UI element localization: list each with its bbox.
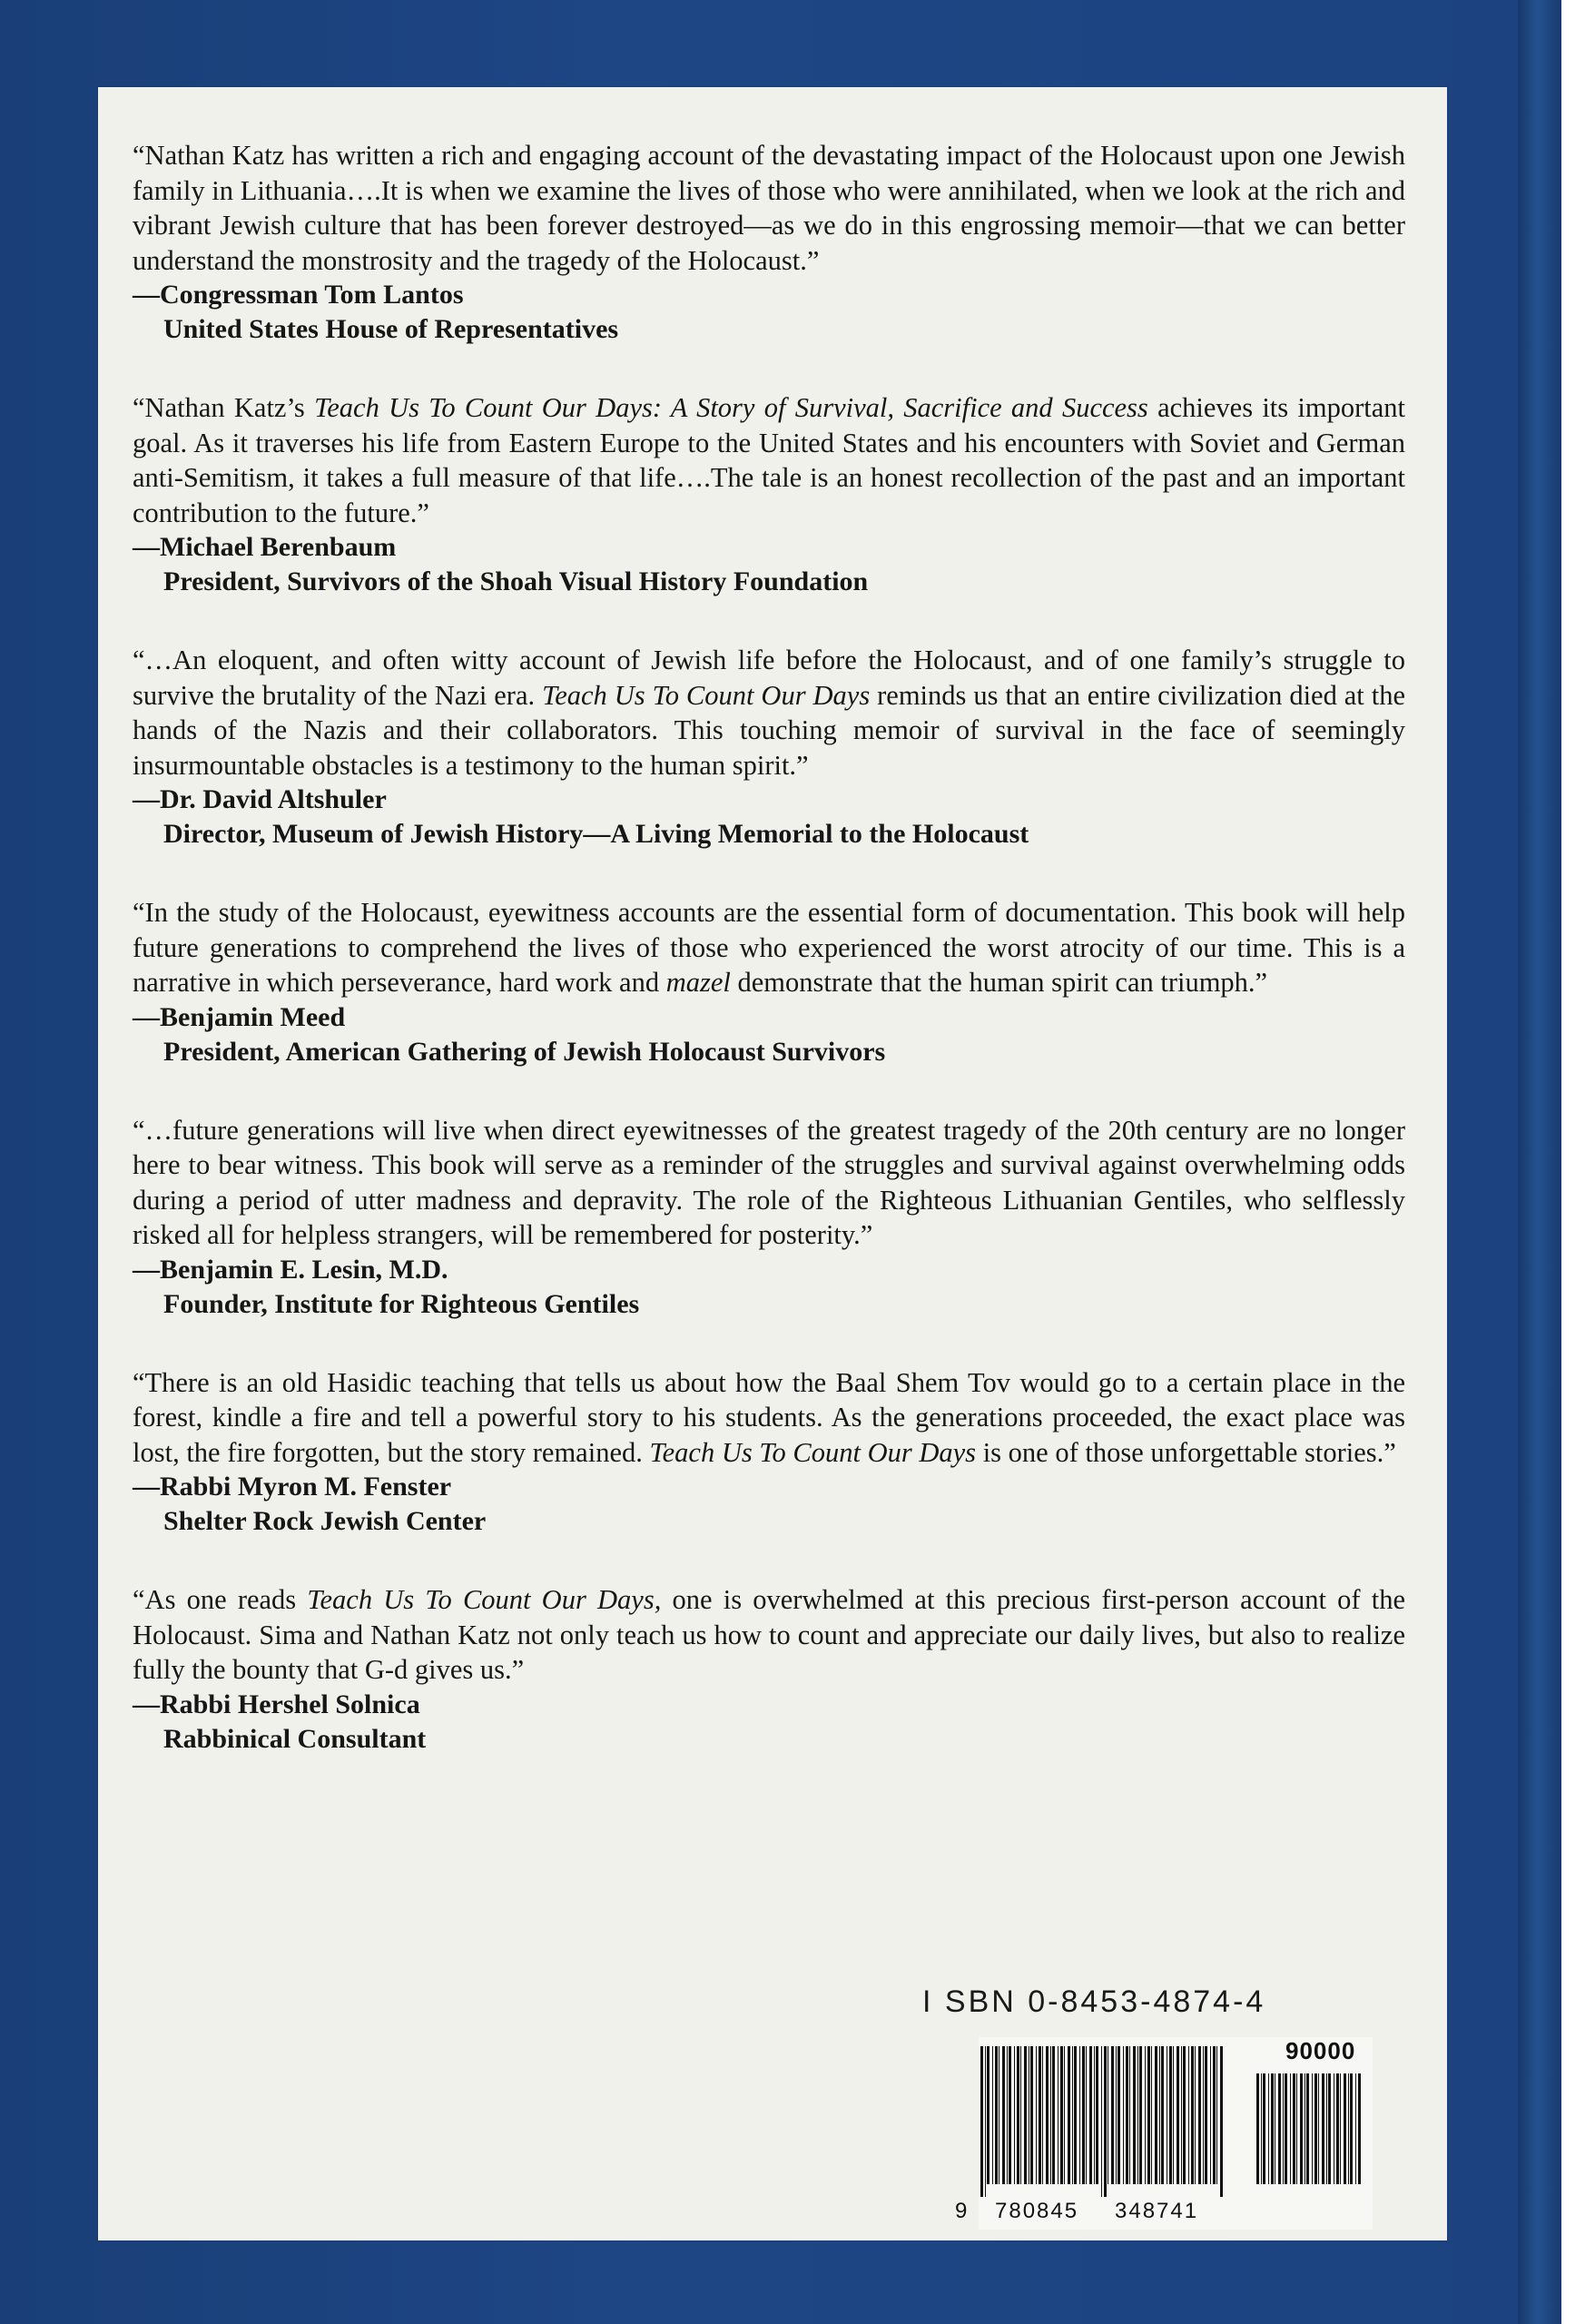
barcode-bar [995, 2046, 998, 2184]
blurb-quote: “As one reads Teach Us To Count Our Days, one is overwhelmed at this precious first-person account of the Holocaust. Sima and Nathan Katz not only teach us how to count and appreciate our daily lives, but also to realize fully the bounty that G-d gives us.” [133, 1584, 1405, 1685]
blurb-author: —Dr. David Altshuler [133, 784, 387, 814]
book-title-italic: Teach Us To Count Our Days [649, 1436, 977, 1468]
barcode-bar [1336, 2073, 1339, 2184]
barcode-bar [1326, 2073, 1327, 2184]
barcode-bar [1096, 2046, 1098, 2184]
barcode-bar [1220, 2046, 1223, 2197]
barcode-bar [1139, 2046, 1142, 2184]
barcode-bar [1203, 2046, 1204, 2184]
blurb-author: —Congressman Tom Lantos [133, 280, 464, 310]
barcode-bar [1129, 2046, 1130, 2184]
barcode-bar [1151, 2046, 1152, 2184]
barcode-bar [1123, 2046, 1124, 2184]
barcode-bar [987, 2046, 989, 2184]
barcode-bar [1348, 2073, 1349, 2184]
blurb-fenster [133, 1365, 1405, 1540]
blurb-quote: “…future generations will live when direct eyewitnesses of the greatest tragedy of the 20th century are no longer here to bear witness. This book will serve as a reminder of the struggles and survival against overwhelming odds during a period of utter madness and depravity. The role of the Righteous Lithuanian Gentiles, who selflessly risked all for helpless strangers, will be remembered for posterity.” [133, 1114, 1405, 1250]
barcode-bar [1296, 2073, 1297, 2184]
barcode-bar [1216, 2046, 1217, 2184]
barcode-bar [1086, 2046, 1087, 2184]
blurb-author: —Benjamin E. Lesin, M.D. [133, 1254, 448, 1285]
barcode-bar [1042, 2046, 1043, 2184]
barcode-bar [1181, 2046, 1182, 2184]
barcode-bar [1104, 2046, 1107, 2197]
blurb-author: —Benjamin Meed [133, 1001, 346, 1032]
barcode-bar [1210, 2046, 1211, 2184]
barcode-bar [1256, 2073, 1259, 2184]
barcode-bar [1074, 2046, 1077, 2184]
blurb-author: —Michael Berenbaum [133, 532, 397, 562]
barcode-bar [1318, 2073, 1319, 2184]
barcode-bar [1355, 2073, 1356, 2184]
barcode-bar [1271, 2073, 1274, 2184]
barcode-bar [1300, 2073, 1303, 2184]
barcode-bar [1195, 2046, 1196, 2184]
blurb-solnica [133, 1582, 1405, 1757]
barcode-bar [1052, 2046, 1055, 2184]
barcode-bar [1344, 2073, 1346, 2184]
blurb-author-title: Shelter Rock Jewish Center [163, 1506, 487, 1536]
barcode-bar [1101, 2046, 1102, 2197]
barcode-bar [1072, 2046, 1073, 2184]
barcode-bar [1082, 2046, 1085, 2184]
barcode-bar [1064, 2046, 1065, 2184]
book-title-italic: Teach Us To Count Our Days, [307, 1584, 662, 1615]
isbn-label: I SBN 0-8453-4874-4 [922, 1984, 1266, 2019]
blurb-quote: “Nathan Katz’s Teach Us To Count Our Days: A Story of Survival, Sacrifice and Success achieves its important goal. As it traverses his life from Eastern Europe to the United States and his encounters with Soviet and German anti-Semitism, it takes a full measure of that life….The tale is an honest recollection of the past and an important contribution to the future.” [133, 392, 1405, 528]
barcode-bar [1198, 2046, 1201, 2184]
barcode-bar [992, 2046, 993, 2184]
blurb-lesin [133, 1113, 1405, 1322]
blurb-author-title: President, Survivors of the Shoah Visual History Foundation [163, 566, 869, 596]
barcode-bar [1030, 2046, 1033, 2184]
barcode-bar [1213, 2046, 1216, 2184]
barcode-bar [1306, 2073, 1309, 2184]
barcode-bar [1017, 2046, 1019, 2184]
barcode-bar [1133, 2046, 1136, 2184]
barcode-bar [1340, 2073, 1341, 2184]
barcode-bar [1161, 2046, 1164, 2184]
blurb-quote: “There is an old Hasidic teaching that tells us about how the Baal Shem Tov would go to a certain place in the forest, kindle a fire and tell a powerful story to his students. As the generations proceeded, the exact place was lost, the fire forgotten, but the story remained. Teach Us To Count Our Days is one of those unforgettable stories.” [133, 1366, 1405, 1468]
blurb-meed [133, 895, 1405, 1069]
blurbs-column [133, 138, 1405, 1800]
back-cover-panel [98, 87, 1447, 2240]
blurb-lantos [133, 138, 1405, 347]
barcode-bar [1177, 2046, 1179, 2184]
barcode-bar [1117, 2046, 1120, 2184]
blurb-berenbaum [133, 390, 1405, 599]
barcode-bar [1283, 2073, 1284, 2184]
barcode-left-digits: 780845 [995, 2199, 1079, 2223]
barcode-bar [1261, 2073, 1262, 2184]
blurb-author-title: Rabbinical Consultant [163, 1723, 427, 1754]
barcode-bar [1111, 2046, 1114, 2184]
blurb-author-title: Director, Museum of Jewish History—A Living Memorial to the Holocaust [163, 819, 1029, 849]
barcode-bar [1137, 2046, 1138, 2184]
blurb-author-title: Founder, Institute for Righteous Gentiles [163, 1288, 640, 1319]
barcode-bar [1007, 2046, 1008, 2184]
barcode [955, 2037, 1373, 2230]
barcode-bar [1290, 2073, 1291, 2184]
barcode-bar [1068, 2046, 1070, 2184]
barcode-bar [1173, 2046, 1174, 2184]
barcode-bar [1205, 2046, 1207, 2184]
barcode-bar [1322, 2073, 1324, 2184]
barcode-bar [1079, 2046, 1080, 2184]
blurb-quote: “…An eloquent, and often witty account of Jewish life before the Holocaust, and of one family’s struggle to survive the brutality of the Nazi era. Teach Us To Count Our Days reminds us that an entire civilization died at the hands of the Nazis and their collaborators. This touching memoir of survival in the face of seemingly insurmountable obstacles is a testimony to the human spirit.” [133, 645, 1405, 781]
barcode-bar [1328, 2073, 1331, 2184]
barcode-bar [1094, 2046, 1095, 2184]
barcode-bar [1024, 2046, 1027, 2184]
barcode-bar [1050, 2046, 1051, 2184]
barcode-bar [1126, 2046, 1128, 2184]
barcode-bar [1314, 2073, 1317, 2184]
book-title-italic: Teach Us To Count Our Days: A Story of Survival, Sacrifice and Success [314, 392, 1148, 423]
barcode-bar [1159, 2046, 1160, 2184]
barcode-bar [1116, 2046, 1117, 2184]
barcode-bar [1191, 2046, 1194, 2184]
blurb-quote: “In the study of the Holocaust, eyewitness accounts are the essential form of documentation. This book will help future generations to comprehend the lives of those who experienced the worst atrocity of our time. This is a narrative in which perseverance, hard work and mazel demonstrate that the human spirit can triumph.” [133, 897, 1405, 998]
blurb-author: —Rabbi Myron M. Fenster [133, 1472, 452, 1502]
book-title-italic: Teach Us To Count Our Days [542, 679, 871, 711]
barcode-bar [1002, 2046, 1005, 2184]
italic-word: mazel [665, 967, 731, 998]
barcode-bar [1312, 2073, 1313, 2184]
barcode-bar [1036, 2046, 1037, 2184]
barcode-bar [1145, 2046, 1146, 2184]
barcode-bar [1039, 2046, 1041, 2184]
barcode-bar [1169, 2046, 1172, 2184]
barcode-bar [1009, 2046, 1011, 2184]
barcode-bar [1155, 2046, 1157, 2184]
barcode-bar [1020, 2046, 1021, 2184]
barcode-bar [1268, 2073, 1269, 2184]
barcode-bar [1350, 2073, 1353, 2184]
blurb-author-title: President, American Gathering of Jewish Holocaust Survivors [163, 1036, 886, 1067]
blurb-quote: “Nathan Katz has written a rich and engaging account of the devastating impact of the Holocaust upon one Jewish family in Lithuania….It is when we examine the lives of those who were annihilated, when we look at the rich and vibrant Jewish culture that has been forever destroyed—as we do in this engrossing memoir—that we can better understand the monstrosity and the tragedy of the Holocaust.” [133, 140, 1405, 276]
barcode-bar [1060, 2046, 1063, 2184]
barcode-bar [985, 2046, 986, 2197]
blurb-author: —Rabbi Hershel Solnica [133, 1689, 420, 1719]
blurb-altshuler [133, 643, 1405, 852]
book-spine [1518, 0, 1561, 2324]
blurb-author-title: United States House of Representatives [163, 314, 619, 344]
barcode-bar [1089, 2046, 1092, 2184]
barcode-bar [1046, 2046, 1049, 2184]
barcode-right-digits: 348741 [1115, 2199, 1199, 2223]
barcode-bar [1183, 2046, 1186, 2184]
ean-barcode-bars [979, 2046, 1226, 2197]
barcode-bar [980, 2046, 983, 2197]
barcode-bar [1293, 2073, 1295, 2184]
barcode-bar [1147, 2046, 1150, 2184]
barcode-bar [1285, 2073, 1287, 2184]
barcode-bar [1188, 2046, 1189, 2184]
barcode-bar [1014, 2046, 1015, 2184]
supplement-barcode-bars [1255, 2073, 1364, 2197]
barcode-bar [1358, 2073, 1361, 2184]
barcode-supplement-number: 90000 [1285, 2037, 1356, 2064]
barcode-lead-digit: 9 [955, 2199, 970, 2223]
barcode-bar [1278, 2073, 1281, 2184]
barcode-bar [1263, 2073, 1265, 2184]
